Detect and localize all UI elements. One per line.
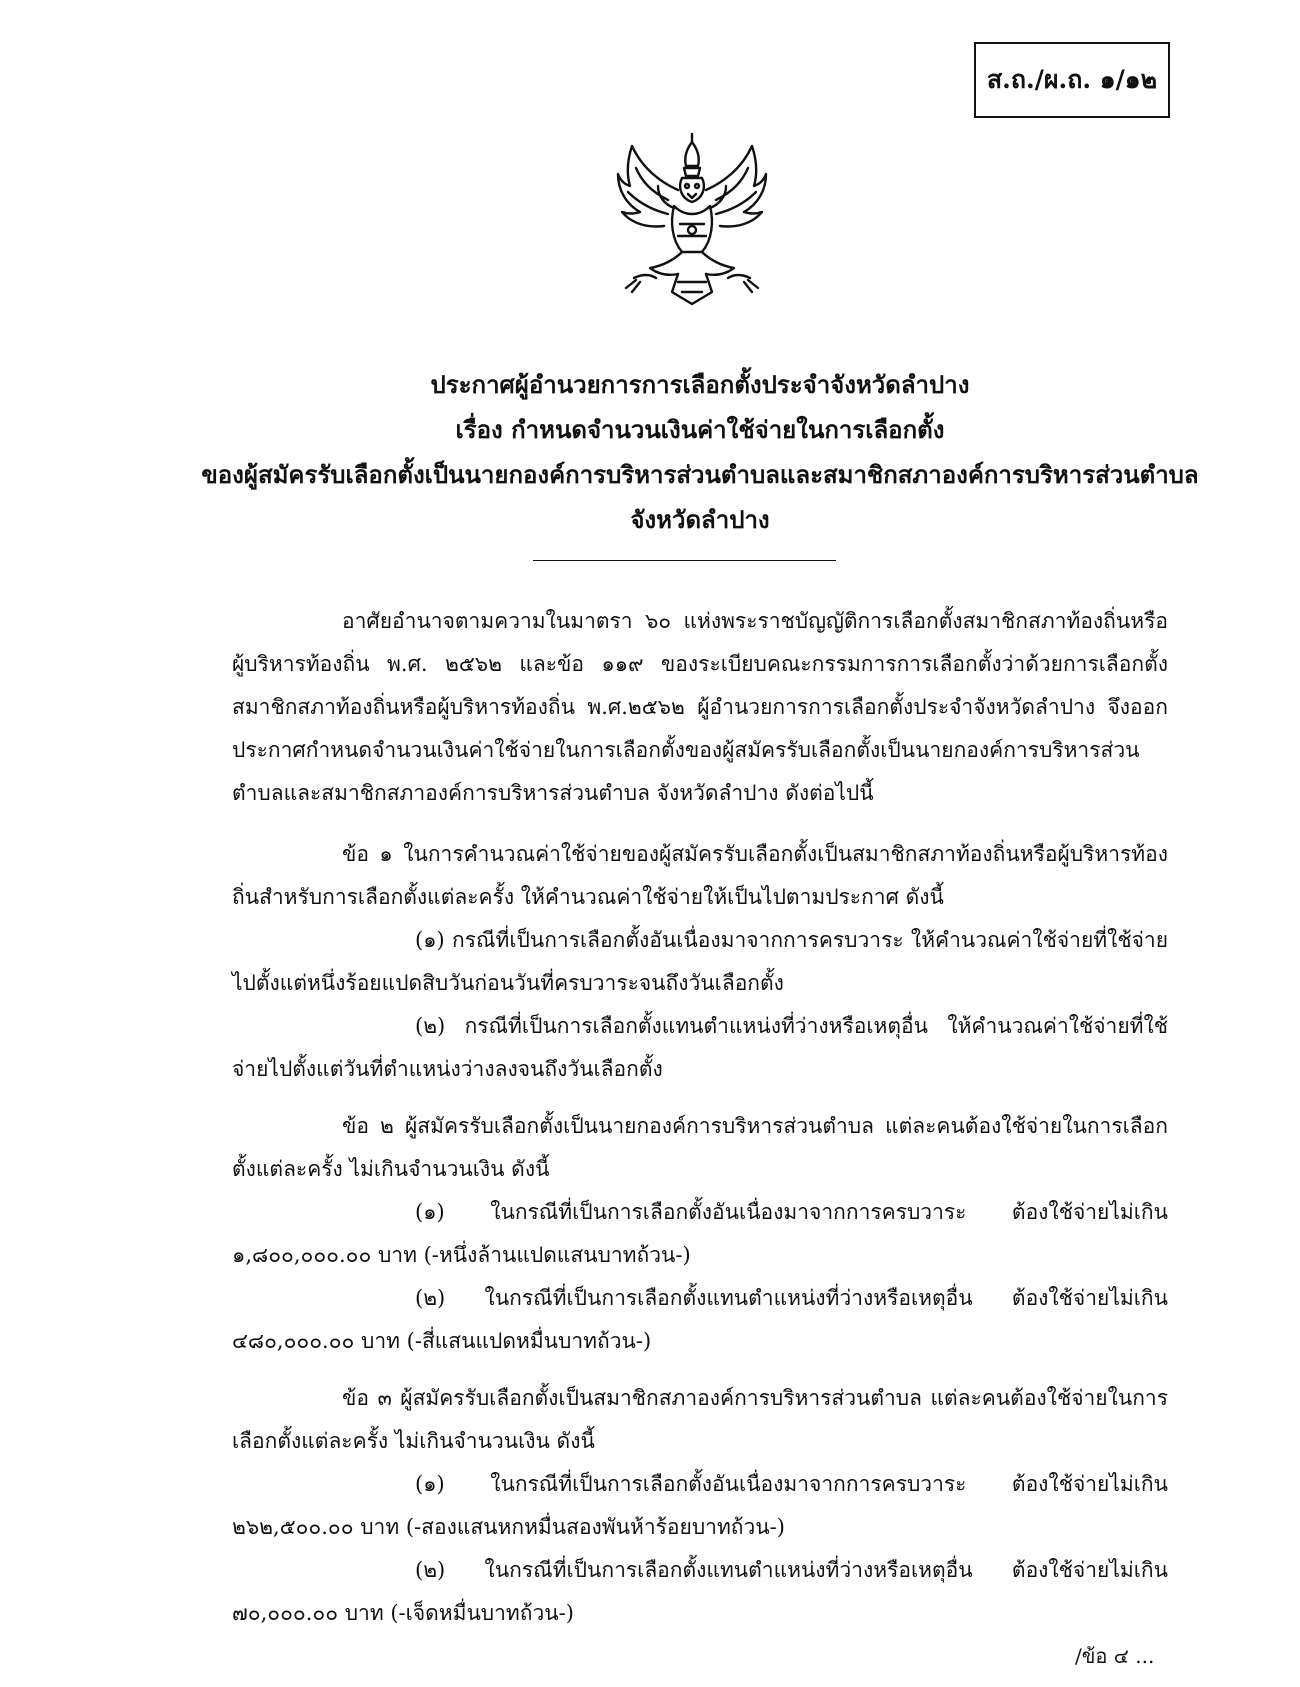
clause-3-item-1: (๑) ในกรณีที่เป็นการเลือกตั้งอันเนื่องมาจากการครบวาระ ต้องใช้จ่ายไม่เกิน ๒๖๒,๕๐๐.๐๐ บาท (-สองแสนหกหมื่นสองพันห้าร้อยบาทถ้วน-) <box>232 1472 1168 1539</box>
clause-3-intro: ข้อ ๓ ผู้สมัครรับเลือกตั้งเป็นสมาชิกสภาองค์การบริหารส่วนตำบล แต่ละคนต้องใช้จ่ายในการเลือกตั้งแต่ละครั้ง ไม่เกินจำนวนเงิน ดังนี้ <box>232 1386 1168 1453</box>
clause-2-item-1: (๑) ในกรณีที่เป็นการเลือกตั้งอันเนื่องมาจากการครบวาระ ต้องใช้จ่ายไม่เกิน ๑,๘๐๐,๐๐๐.๐๐ บาท (-หนึ่งล้านแปดแสนบาทถ้วน-) <box>232 1200 1168 1267</box>
title-line-1: ประกาศผู้อำนวยการการเลือกตั้งประจำจังหวัดลำปาง <box>430 370 970 399</box>
title-line-2: เรื่อง กำหนดจำนวนเงินค่าใช้จ่ายในการเลือกตั้ง <box>455 415 945 444</box>
form-code: ส.ถ./ผ.ถ. ๑/๑๒ <box>986 65 1158 94</box>
title-line-4: จังหวัดลำปาง <box>630 505 770 534</box>
preamble-paragraph: อาศัยอำนาจตามความในมาตรา ๖๐ แห่งพระราชบัญญัติการเลือกตั้งสมาชิกสภาท้องถิ่นหรือผู้บริหารท้องถิ่น พ.ศ. ๒๕๖๒ และข้อ ๑๑๙ ของระเบียบคณะกรรมการการเลือกตั้งว่าด้วยการเลือกตั้งสมาชิกสภาท้องถิ่นหรือผู้บริหารท้องถิ่น พ.ศ.๒๕๖๒ ผู้อำนวยการการเลือกตั้งประจำจังหวัดลำปาง จึงออกประกาศกำหนดจำนวนเงินค่าใช้จ่ายในการเลือกตั้งของผู้สมัครรับเลือกตั้งเป็นนายกองค์การบริหารส่วนตำบลและสมาชิกสภาองค์การบริหารส่วนตำบล จังหวัดลำปาง ดังต่อไปนี้ <box>232 609 1168 805</box>
title-line-3: ของผู้สมัครรับเลือกตั้งเป็นนายกองค์การบริหารส่วนตำบลและสมาชิกสภาองค์การบริหารส่วนตำบล <box>201 460 1199 489</box>
announcement-title <box>150 362 1250 542</box>
clause-3-item-2: (๒) ในกรณีที่เป็นการเลือกตั้งแทนตำแหน่งที่ว่างหรือเหตุอื่น ต้องใช้จ่ายไม่เกิน ๗๐,๐๐๐.๐๐ บาท (-เจ็ดหมื่นบาทถ้วน-) <box>232 1558 1168 1625</box>
clause-2-intro: ข้อ ๒ ผู้สมัครรับเลือกตั้งเป็นนายกองค์การบริหารส่วนตำบล แต่ละคนต้องใช้จ่ายในการเลือกตั้งแต่ละครั้ง ไม่เกินจำนวนเงิน ดังนี้ <box>232 1114 1168 1181</box>
garuda-emblem-icon <box>612 128 772 313</box>
clause-1-item-2: (๒) กรณีที่เป็นการเลือกตั้งแทนตำแหน่งที่ว่างหรือเหตุอื่น ให้คำนวณค่าใช้จ่ายที่ใช้จ่ายไปตั้งแต่วันที่ตำแหน่งว่างลงจนถึงวันเลือกตั้ง <box>232 1014 1168 1081</box>
clause-2-item-2: (๒) ในกรณีที่เป็นการเลือกตั้งแทนตำแหน่งที่ว่างหรือเหตุอื่น ต้องใช้จ่ายไม่เกิน ๔๘๐,๐๐๐.๐๐ บาท (-สี่แสนแปดหมื่นบาทถ้วน-) <box>232 1286 1168 1353</box>
clause-1-intro: ข้อ ๑ ในการคำนวณค่าใช้จ่ายของผู้สมัครรับเลือกตั้งเป็นสมาชิกสภาท้องถิ่นหรือผู้บริหารท้องถิ่นสำหรับการเลือกตั้งแต่ละครั้ง ให้คำนวณค่าใช้จ่ายให้เป็นไปตามประกาศ ดังนี้ <box>232 842 1168 909</box>
document-body <box>232 600 1168 1635</box>
form-code-box <box>974 42 1170 118</box>
continuation-reference: /ข้อ ๔ ... <box>1075 1644 1155 1668</box>
title-divider <box>533 560 836 561</box>
clause-1-item-1: (๑) กรณีที่เป็นการเลือกตั้งอันเนื่องมาจากการครบวาระ ให้คำนวณค่าใช้จ่ายที่ใช้จ่ายไปตั้งแต่หนึ่งร้อยแปดสิบวันก่อนวันที่ครบวาระจนถึงวันเลือกตั้ง <box>232 928 1168 995</box>
